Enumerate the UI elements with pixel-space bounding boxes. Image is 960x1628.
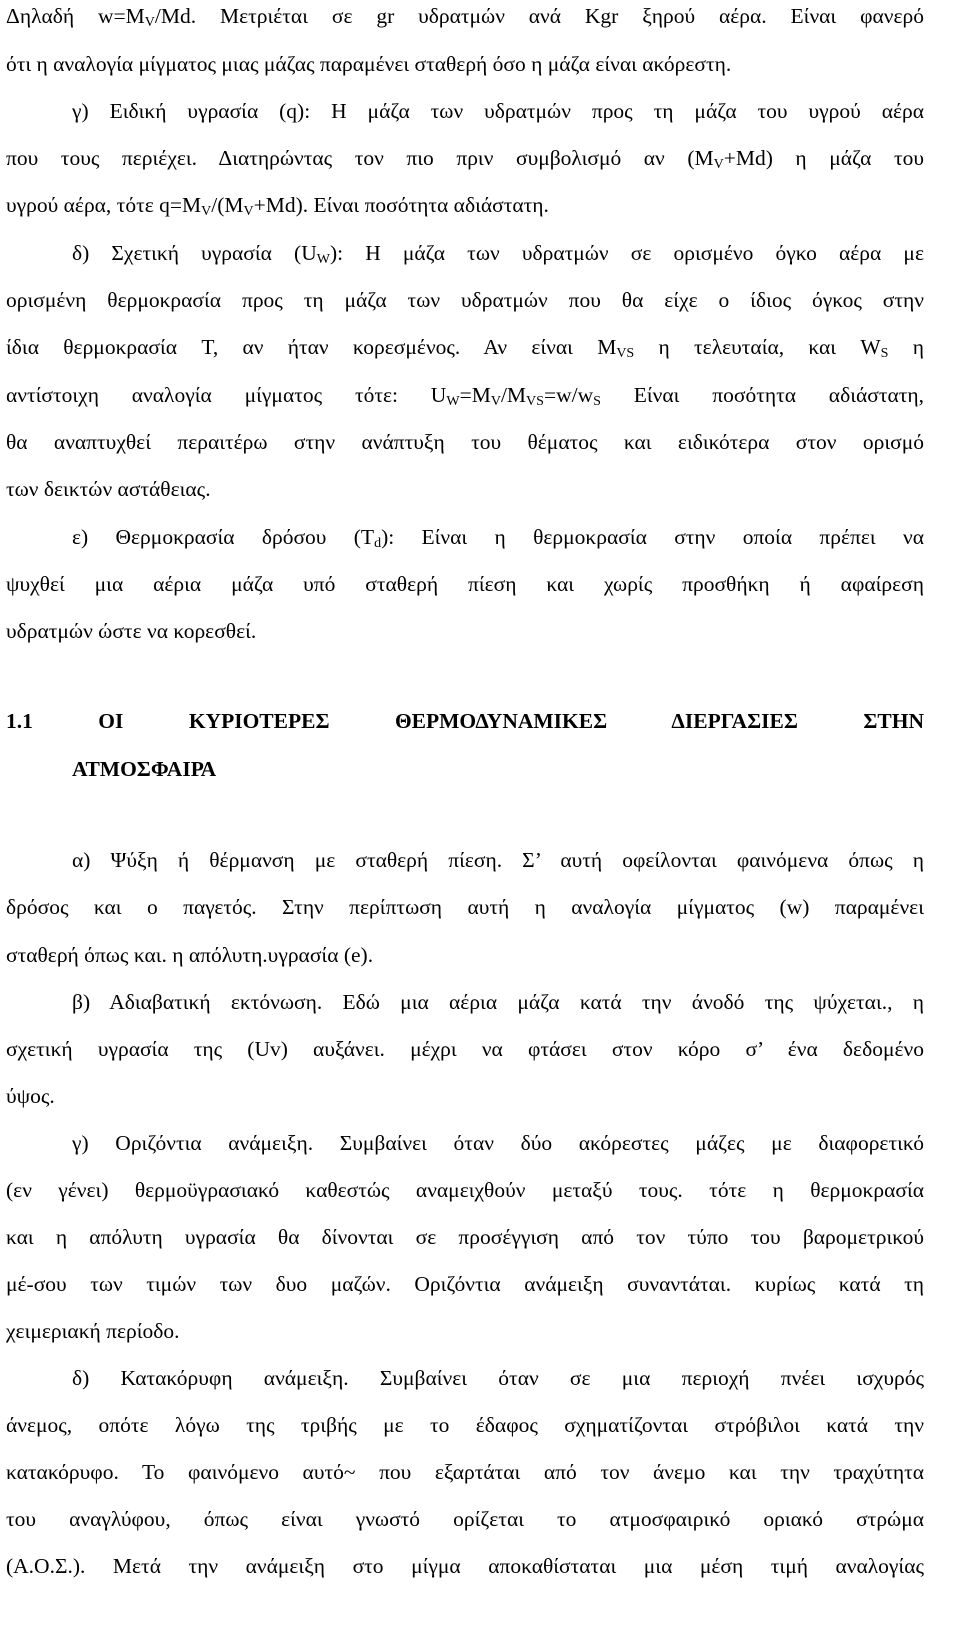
- text-line: των δεικτών αστάθειας.: [6, 477, 211, 501]
- text-line: Δηλαδή $w=M_V/Md$. Μετριέται σε gr υδρατμών ανά Kgr ξηρού αέρα. Είναι φανερό: [6, 4, 924, 30]
- text-line: ε) Θερμοκρασία δρόσου $(T_d)$: Είναι η θερμοκρασία στην οποία πρέπει να: [72, 525, 924, 551]
- subscript: V: [243, 204, 254, 219]
- text-line: δ) Κατακόρυφη ανάμειξη. Συμβαίνει όταν σε μια περιοχή πνέει ισχυρός: [72, 1366, 924, 1390]
- text-line: γ) Ειδική υγρασία (q): Η μάζα των υδρατμών προς τη μάζα του υγρού αέρα: [72, 99, 924, 123]
- text-line: υγρού αέρα, τότε $q=M_V/(M_V+Md)$. Είναι ποσότητα αδιάστατη.: [6, 193, 549, 219]
- text-line: σχετική υγρασία της (Uv) αυξάνει. μέχρι να φτάσει στον κόρο σ’ ένα δεδομένο: [6, 1037, 924, 1061]
- text-line: ίδια θερμοκρασία T, αν ήταν κορεσμένος. Αν είναι $M_{VS}$ η τελευταία, και $W_S$ η: [6, 335, 924, 361]
- subscript: VS: [616, 346, 635, 361]
- subscript: S: [593, 394, 601, 409]
- text-line: (Α.Ο.Σ.). Μετά την ανάμειξη στο μίγμα αποκαθίσταται μια μέση τιμή αναλογίας: [6, 1554, 924, 1578]
- text-line: υδρατμών ώστε να κορεσθεί.: [6, 619, 257, 643]
- text-line: δ) Σχετική υγρασία $(U_W)$: Η μάζα των υδρατμών σε ορισμένο όγκο αέρα με: [72, 241, 924, 267]
- section-heading: 1.1 ΟΙ ΚΥΡΙΟΤΕΡΕΣ ΘΕΡΜΟΔΥΝΑΜΙΚΕΣ ΔΙΕΡΓΑΣΙΕΣ ΣΤΗΝ: [6, 709, 924, 733]
- text-line: β) Αδιαβατική εκτόνωση. Εδώ μια αέρια μάζα κατά την άνοδό της ψύχεται., η: [72, 990, 924, 1014]
- subscript: d: [374, 536, 382, 551]
- text-line: α) Ψύξη ή θέρμανση με σταθερή πίεση. Σ’ αυτή οφείλονται φαινόμενα όπως η: [72, 848, 924, 872]
- subscript: V: [490, 394, 501, 409]
- text-line: θα αναπτυχθεί περαιτέρω στην ανάπτυξη του θέματος και ειδικότερα στον ορισμό: [6, 430, 924, 454]
- text-line: αντίστοιχη αναλογία μίγματος τότε: $U_W=M_V/M_{VS}=w/w_S$ Είναι ποσότητα αδιάστατη,: [6, 383, 925, 409]
- subscript: V: [144, 15, 155, 30]
- text-line: ότι η αναλογία μίγματος μιας μάζας παραμένει σταθερή όσο η μάζα είναι ακόρεστη.: [6, 52, 732, 76]
- text-line: ύψος.: [6, 1084, 55, 1108]
- section-heading: ΑΤΜΟΣΦΑΙΡΑ: [72, 757, 217, 781]
- text-line: μέ-σου των τιμών των δυο μαζών. Οριζόντια ανάμειξη συναντάται. κυρίως κατά τη: [6, 1272, 924, 1296]
- subscript: V: [201, 204, 212, 219]
- text-line: ψυχθεί μια αέρια μάζα υπό σταθερή πίεση και χωρίς προσθήκη ή αφαίρεση: [6, 572, 924, 596]
- text-line: ορισμένη θερμοκρασία προς τη μάζα των υδρατμών που θα είχε ο ίδιος όγκος στην: [6, 288, 924, 312]
- subscript: V: [713, 157, 724, 172]
- text-line: δρόσος και ο παγετός. Στην περίπτωση αυτή η αναλογία μίγματος (w) παραμένει: [6, 895, 924, 919]
- text-line: άνεμος, οπότε λόγω της τριβής με το έδαφος σχηματίζονται στρόβιλοι κατά την: [6, 1413, 924, 1437]
- text-line: σταθερή όπως και. η απόλυτη.υγρασία (e).: [6, 943, 374, 967]
- subscript: W: [446, 394, 460, 409]
- text-line: του αναγλύφου, όπως είναι γνωστό ορίζεται το ατμοσφαιρικό οριακό στρώμα: [6, 1507, 924, 1531]
- text-line: που τους περιέχει. Διατηρώντας τον πιο πριν συμβολισμό αν $(M_V+Md)$ η μάζα του: [6, 146, 924, 172]
- subscript: S: [880, 346, 889, 361]
- text-line: και η απόλυτη υγρασία θα δίνονται σε προσέγγιση από τον τύπο του βαρομετρικού: [6, 1225, 924, 1249]
- text-line: χειμεριακή περίοδο.: [6, 1319, 180, 1343]
- text-line: (εν γένει) θερμοϋγρασιακό καθεστώς αναμειχθούν μεταξύ τους. τότε η θερμοκρασία: [6, 1178, 924, 1202]
- text-line: γ) Οριζόντια ανάμειξη. Συμβαίνει όταν δύο ακόρεστες μάζες με διαφορετικό: [72, 1131, 924, 1155]
- subscript: VS: [526, 394, 544, 409]
- subscript: W: [316, 252, 330, 267]
- text-line: κατακόρυφο. Το φαινόμενο αυτό~ που εξαρτάται από τον άνεμο και την τραχύτητα: [6, 1460, 924, 1484]
